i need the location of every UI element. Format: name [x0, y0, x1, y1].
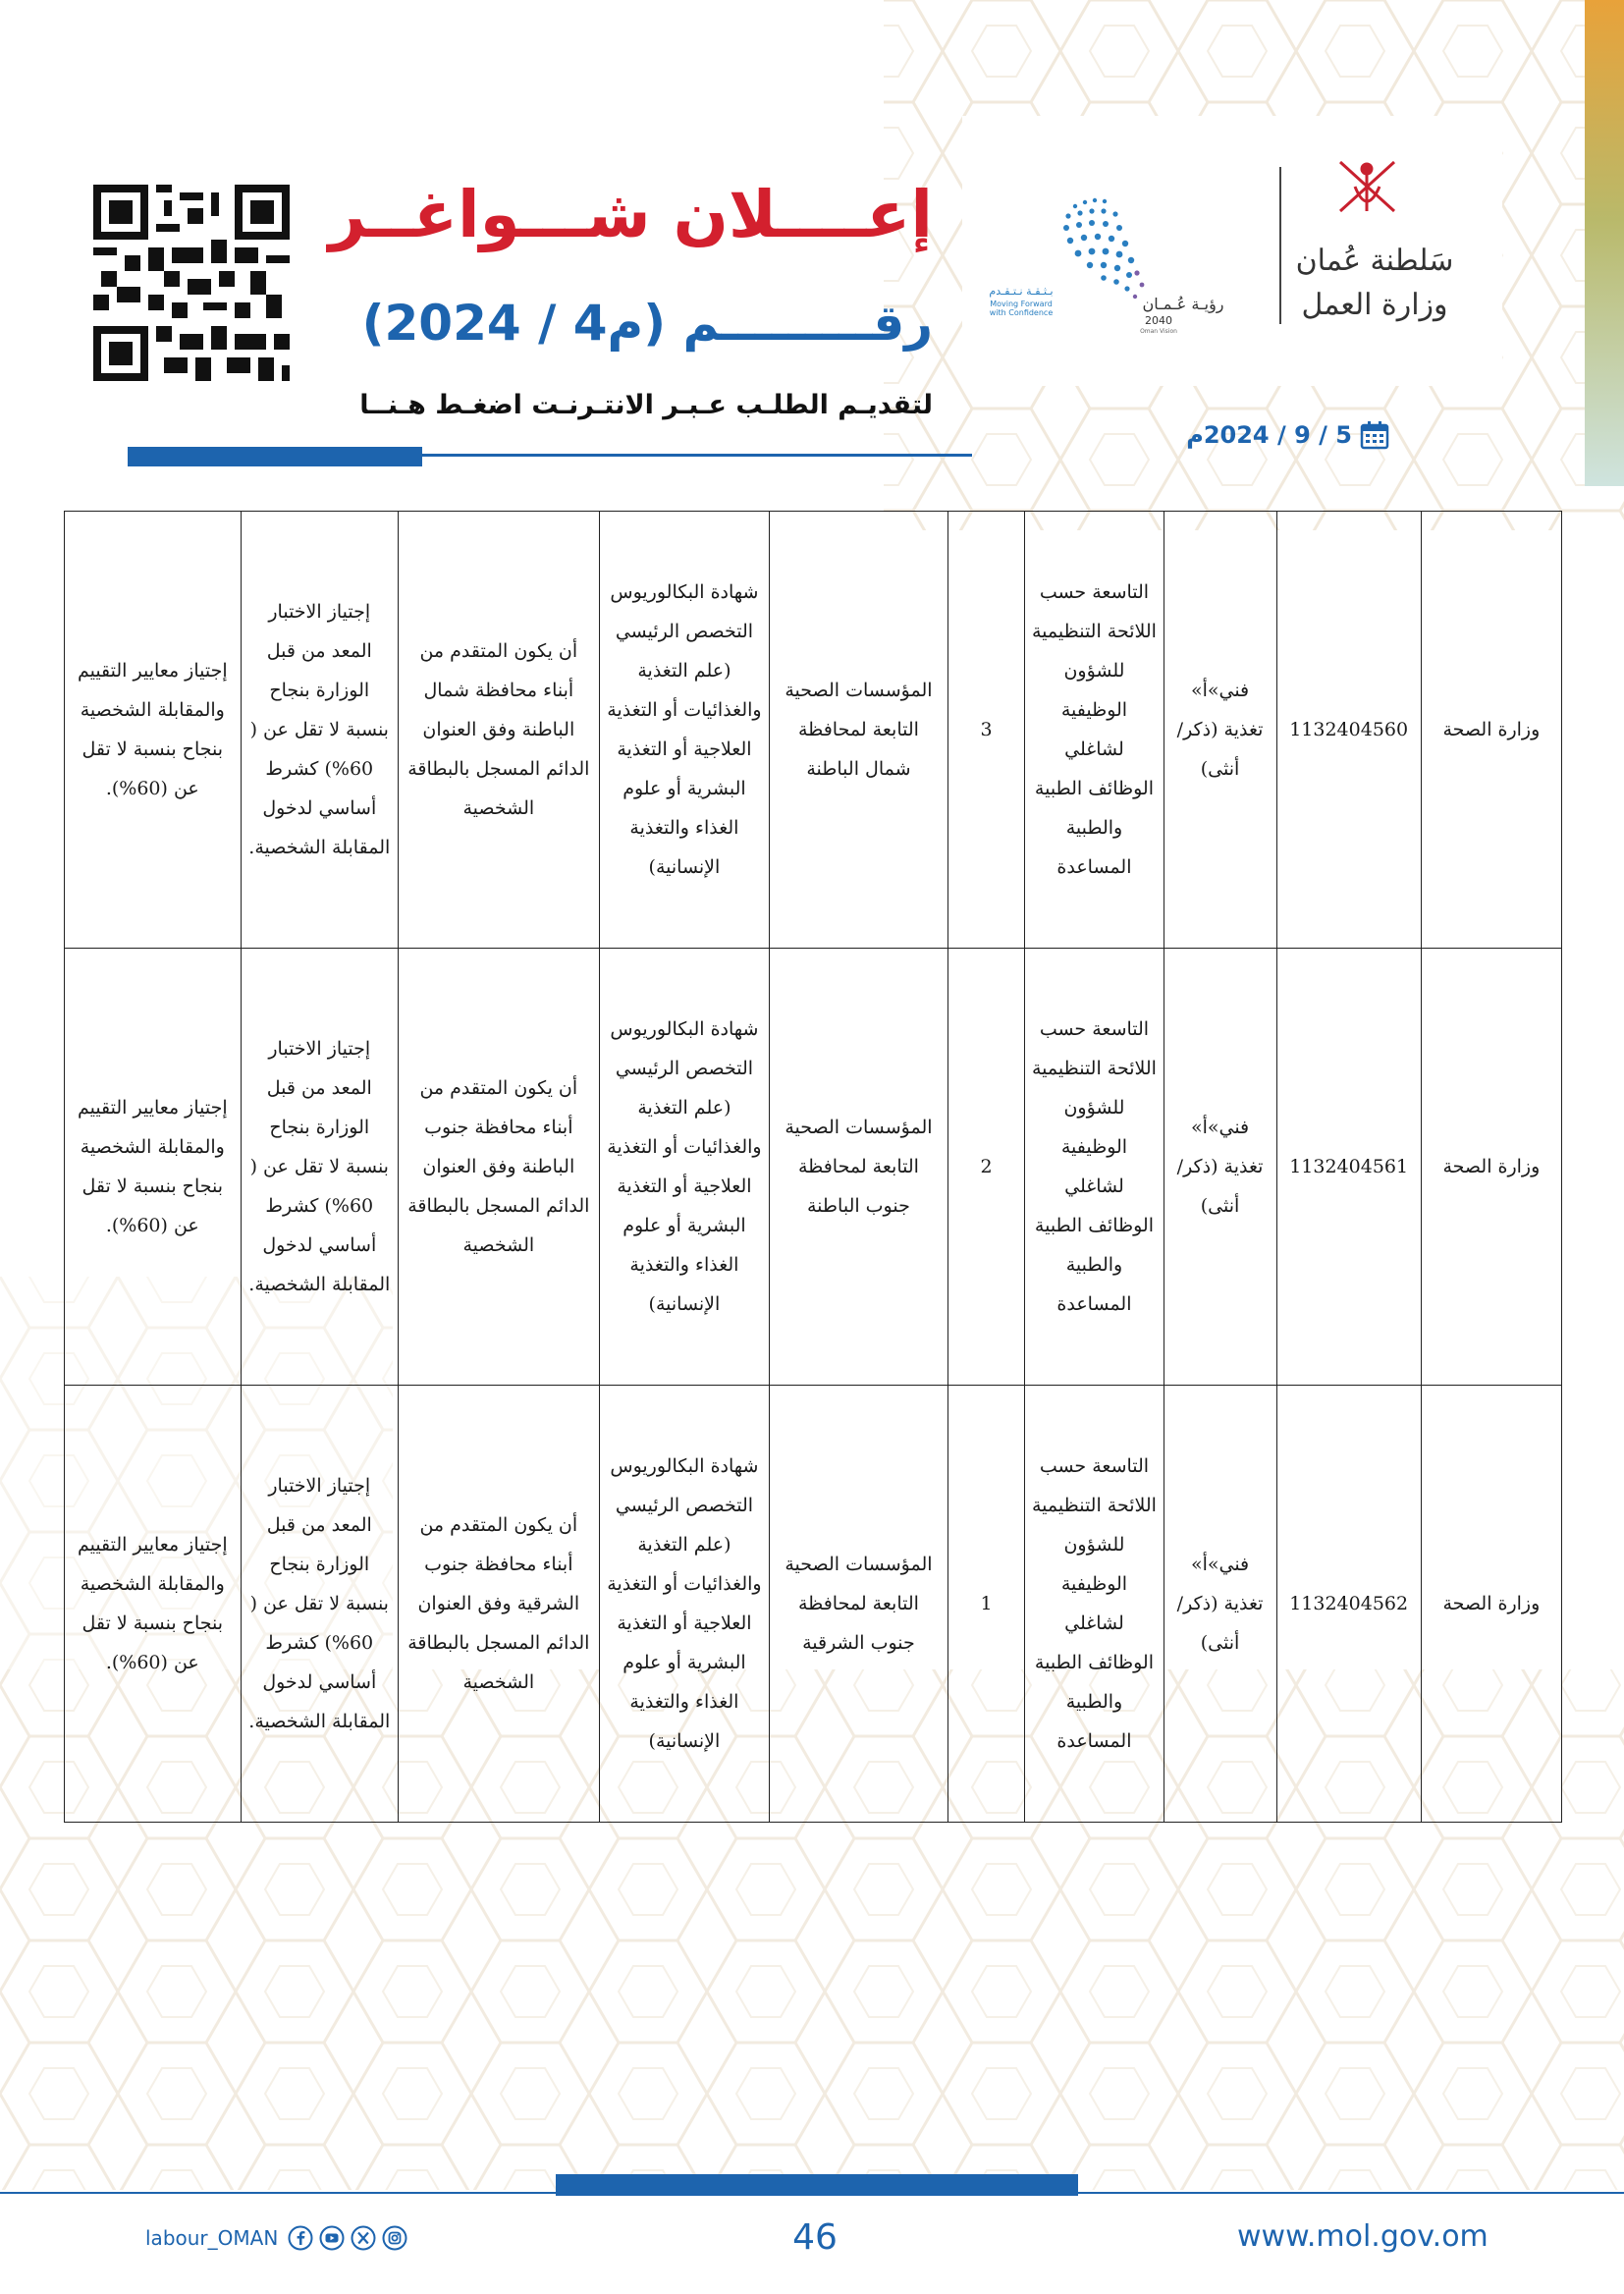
- cell-location: المؤسسات الصحية التابعة لمحافظة شمال الباطنة: [770, 512, 948, 949]
- cell-ministry: وزارة الصحة: [1421, 1386, 1561, 1823]
- cell-count: 2: [947, 949, 1025, 1386]
- cell-count: 3: [947, 512, 1025, 949]
- website-link[interactable]: www.mol.gov.om: [1237, 2219, 1489, 2254]
- table-row: [65, 512, 1562, 949]
- instagram-icon[interactable]: [382, 2225, 407, 2251]
- cell-ministry: وزارة الصحة: [1421, 512, 1561, 949]
- oman-vision-2040-logo: [982, 187, 1257, 334]
- youtube-icon[interactable]: [319, 2225, 345, 2251]
- cell-location: المؤسسات الصحية التابعة لمحافظة جنوب الباطنة: [770, 949, 948, 1386]
- cell-residence: أن يكون المتقدم من أبناء محافظة جنوب الشرقية وفق العنوان الدائم المسجل بالبطاقة الشخصية: [398, 1386, 599, 1823]
- cell-qualification: شهادة البكالوريوس التخصص الرئيسي (علم التغذية والغذائيات أو التغذية العلاجية أو التغذية البشرية أو علوم الغذاء والتغذية الإنسانية): [599, 1386, 769, 1823]
- cell-residence: أن يكون المتقدم من أبناء محافظة شمال الباطنة وفق العنوان الدائم المسجل بالبطاقة الشخصية: [398, 512, 599, 949]
- cell-grade: التاسعة حسب اللائحة التنظيمية للشؤون الوظيفية لشاغلي الوظائف الطبية والطبية المساعدة: [1025, 1386, 1164, 1823]
- cell-exam: إجتياز الاختبار المعد من قبل الوزارة بنجاح بنسبة لا تقل عن ( 60%) كشرط أساسي لدخول المقابلة الشخصية.: [241, 1386, 398, 1823]
- page-number: 46: [792, 2217, 838, 2258]
- table-row: [65, 949, 1562, 1386]
- ministry-line-1: سَلطنة عُمان: [1295, 244, 1454, 278]
- vacancies-table: [64, 511, 1562, 1823]
- cell-count: 1: [947, 1386, 1025, 1823]
- cell-job-code: 1132404561: [1276, 949, 1421, 1386]
- footer-accent-bar: [556, 2174, 1078, 2196]
- cell-exam: إجتياز الاختبار المعد من قبل الوزارة بنجاح بنسبة لا تقل عن ( 60%) كشرط أساسي لدخول المقابلة الشخصية.: [241, 512, 398, 949]
- confidence-arabic: بـثـقـة نـتـقـدم: [989, 285, 1054, 298]
- cell-job-code: 1132404562: [1276, 1386, 1421, 1823]
- qr-code[interactable]: [93, 185, 290, 381]
- cell-job-title: فني»أ» تغذية (ذكر/أنثى): [1164, 1386, 1276, 1823]
- ministry-of-labour-logo: [1272, 157, 1478, 334]
- announcement-date: 5 / 9 / 2024م: [1186, 421, 1352, 449]
- calendar-icon: [1360, 420, 1389, 450]
- social-handle[interactable]: labour_OMAN: [145, 2226, 279, 2250]
- announcement-title: إعــــلان شـــواغــر: [328, 177, 933, 252]
- table-row: [65, 1386, 1562, 1823]
- cell-job-title: فني»أ» تغذية (ذكر/أنثى): [1164, 512, 1276, 949]
- announcement-number: رقـــــــــم (م4 / 2024): [361, 295, 933, 352]
- social-links: [145, 2225, 407, 2251]
- apply-online-link[interactable]: لتقديـم الطلـب عـبـر الانتـرنـت اضغـط هـنــا: [359, 390, 933, 420]
- x-icon[interactable]: [351, 2225, 376, 2251]
- cell-location: المؤسسات الصحية التابعة لمحافظة جنوب الشرقية: [770, 1386, 948, 1823]
- vision-subtitle: Oman Vision: [1140, 328, 1177, 334]
- cell-qualification: شهادة البكالوريوس التخصص الرئيسي (علم التغذية والغذائيات أو التغذية العلاجية أو التغذية البشرية أو علوم الغذاء والتغذية الإنسانية): [599, 949, 769, 1386]
- cell-exam: إجتياز الاختبار المعد من قبل الوزارة بنجاح بنسبة لا تقل عن ( 60%) كشرط أساسي لدخول المقابلة الشخصية.: [241, 949, 398, 1386]
- date-block: [1183, 415, 1389, 455]
- vision-text: رؤيـة عُـمـان: [1142, 295, 1224, 313]
- cell-grade: التاسعة حسب اللائحة التنظيمية للشؤون الوظيفية لشاغلي الوظائف الطبية والطبية المساعدة: [1025, 949, 1164, 1386]
- cell-interview: إجتياز معايير التقييم والمقابلة الشخصية بنجاح بنسبة لا تقل عن (60%).: [65, 512, 242, 949]
- facebook-icon[interactable]: [288, 2225, 313, 2251]
- oman-emblem-icon: [1340, 162, 1394, 211]
- vision-year: 2040: [1145, 314, 1172, 327]
- decorative-gradient-bar: [1585, 0, 1624, 486]
- header-underline-thin: [422, 454, 972, 457]
- cell-grade: التاسعة حسب اللائحة التنظيمية للشؤون الوظيفية لشاغلي الوظائف الطبية والطبية المساعدة: [1025, 512, 1164, 949]
- confidence-english-2: with Confidence: [989, 308, 1054, 317]
- cell-residence: أن يكون المتقدم من أبناء محافظة جنوب الباطنة وفق العنوان الدائم المسجل بالبطاقة الشخصية: [398, 949, 599, 1386]
- header-underline-thick: [128, 447, 422, 466]
- cell-interview: إجتياز معايير التقييم والمقابلة الشخصية بنجاح بنسبة لا تقل عن (60%).: [65, 949, 242, 1386]
- cell-job-title: فني»أ» تغذية (ذكر/أنثى): [1164, 949, 1276, 1386]
- cell-ministry: وزارة الصحة: [1421, 949, 1561, 1386]
- cell-qualification: شهادة البكالوريوس التخصص الرئيسي (علم التغذية والغذائيات أو التغذية العلاجية أو التغذية البشرية أو علوم الغذاء والتغذية الإنسانية): [599, 512, 769, 949]
- ministry-line-2: وزارة العمل: [1301, 288, 1448, 322]
- cell-job-code: 1132404560: [1276, 512, 1421, 949]
- confidence-english-1: Moving Forward: [990, 300, 1053, 308]
- cell-interview: إجتياز معايير التقييم والمقابلة الشخصية بنجاح بنسبة لا تقل عن (60%).: [65, 1386, 242, 1823]
